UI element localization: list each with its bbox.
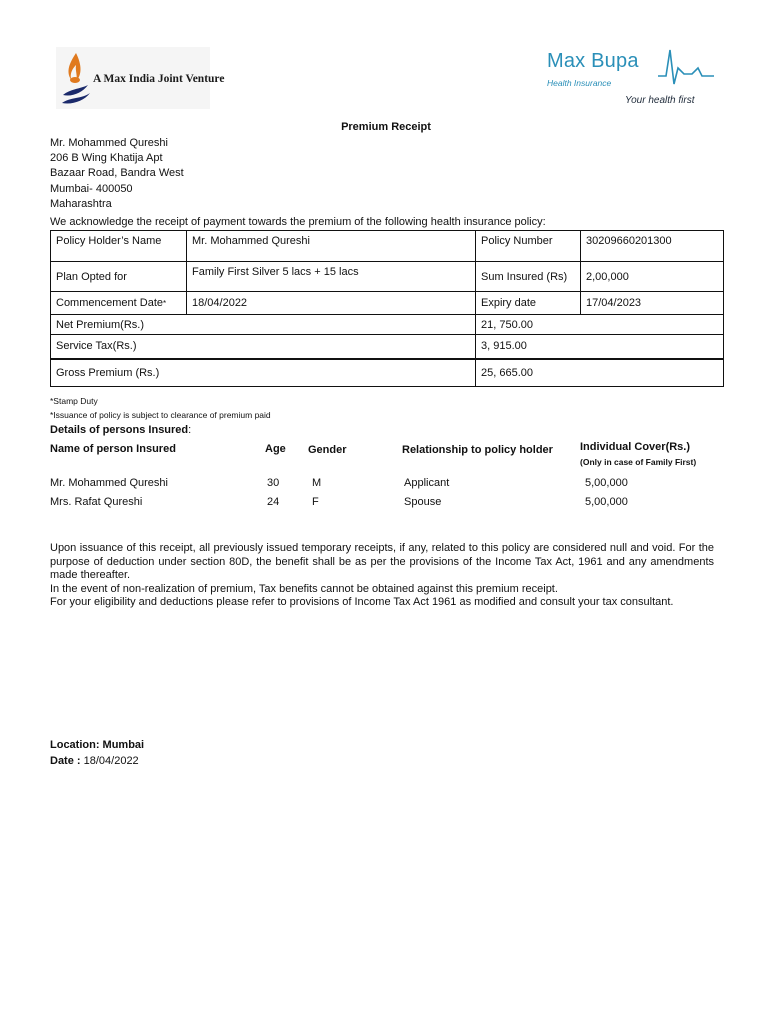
header-cover: Individual Cover(Rs.) xyxy=(580,441,691,453)
net-premium-label: Net Premium(Rs.) xyxy=(51,315,476,335)
heartbeat-icon xyxy=(658,46,714,90)
table-row xyxy=(51,359,724,387)
person-age: 24 xyxy=(267,496,280,508)
person-gender: F xyxy=(312,496,319,508)
acknowledgement-text: We acknowledge the receipt of payment towards the premium of the following health insurance policy: xyxy=(50,216,546,228)
gross-premium-value: 25, 665.00 xyxy=(476,359,724,387)
commencement-value: 18/04/2022 xyxy=(187,292,476,315)
date-line xyxy=(50,755,139,767)
date-value: 18/04/2022 xyxy=(83,755,139,767)
brand-subtitle: Health Insurance xyxy=(547,78,612,88)
location-line: Location: Mumbai xyxy=(50,739,145,751)
recipient-address xyxy=(50,136,184,212)
person-age: 30 xyxy=(267,477,280,489)
policy-number-label: Policy Number xyxy=(476,231,581,262)
table-row xyxy=(51,262,724,292)
table-row xyxy=(51,335,724,359)
table-row xyxy=(51,292,724,315)
header-relationship: Relationship to policy holder xyxy=(402,444,553,456)
max-india-logo xyxy=(56,47,225,109)
address-line: Mumbai- 400050 xyxy=(50,182,133,195)
address-line: Mr. Mohammed Qureshi xyxy=(50,137,168,149)
header-name: Name of person Insured xyxy=(50,443,176,455)
header-age: Age xyxy=(265,443,286,455)
sum-insured-value: 2,00,000 xyxy=(581,262,724,292)
brand-tagline: Your health first xyxy=(625,95,695,106)
person-name: Mrs. Rafat Qureshi xyxy=(50,496,143,508)
terms-paragraph: For your eligibility and deductions please refer to provisions of Income Tax Act 1961 as modified and consult your tax consultant. xyxy=(50,596,674,609)
table-row xyxy=(51,315,724,335)
address-line: Bazaar Road, Bandra West xyxy=(50,167,184,180)
expiry-label: Expiry date xyxy=(476,292,581,315)
header-cover-note: (Only in case of Family First) xyxy=(580,457,697,467)
person-name: Mr. Mohammed Qureshi xyxy=(50,477,168,489)
service-tax-value: 3, 915.00 xyxy=(476,335,724,359)
joint-venture-text: A Max India Joint Venture xyxy=(93,73,225,85)
address-line: 206 B Wing Khatija Apt xyxy=(50,152,163,165)
persons-section-title xyxy=(50,424,191,436)
plan-value: Family First Silver 5 lacs + 15 lacs xyxy=(187,262,476,292)
commencement-mark: * xyxy=(163,299,167,308)
sum-insured-label: Sum Insured (Rs) xyxy=(476,262,581,292)
policy-number-value: 30209660201300 xyxy=(581,231,724,262)
policy-holder-label: Policy Holder’s Name xyxy=(51,231,187,262)
plan-label: Plan Opted for xyxy=(51,262,187,292)
stamp-duty-note: *Stamp Duty xyxy=(50,396,98,406)
persons-section-title-text: Details of persons Insured xyxy=(50,424,189,436)
person-cover: 5,00,000 xyxy=(585,477,628,489)
section-colon: : xyxy=(188,424,192,436)
commencement-label xyxy=(51,292,187,315)
expiry-value: 17/04/2023 xyxy=(581,292,724,315)
brand-name: Max Bupa xyxy=(547,50,639,72)
person-relationship: Applicant xyxy=(404,477,450,489)
flame-wave-icon xyxy=(60,49,92,107)
policy-table xyxy=(50,230,724,387)
max-bupa-logo xyxy=(540,44,715,110)
person-gender: M xyxy=(312,477,322,489)
commencement-label-text: Commencement Date xyxy=(56,297,163,309)
table-row xyxy=(51,231,724,262)
issuance-note: *Issuance of policy is subject to clearance of premium paid xyxy=(50,410,271,420)
person-relationship: Spouse xyxy=(404,496,442,508)
gross-premium-label: Gross Premium (Rs.) xyxy=(51,359,476,387)
terms-paragraph: In the event of non-realization of premium, Tax benefits cannot be obtained against this premium receipt. xyxy=(50,582,558,595)
terms-paragraphs xyxy=(50,542,714,610)
date-label: Date : xyxy=(50,755,81,767)
net-premium-value: 21, 750.00 xyxy=(476,315,724,335)
address-line: Maharashtra xyxy=(50,197,112,210)
service-tax-label: Service Tax(Rs.) xyxy=(51,335,476,359)
document-title: Premium Receipt xyxy=(341,121,431,133)
policy-holder-value: Mr. Mohammed Qureshi xyxy=(187,231,476,262)
person-cover: 5,00,000 xyxy=(585,496,628,508)
header-gender: Gender xyxy=(308,444,347,456)
terms-paragraph: Upon issuance of this receipt, all previously issued temporary receipts, if any, related to this policy are considered null and void. For the purpose of deduction under section 80D, the benefit shall be as per the provisions of the Income Tax Act, 1961 and any amendments made thereafter. xyxy=(50,542,714,582)
